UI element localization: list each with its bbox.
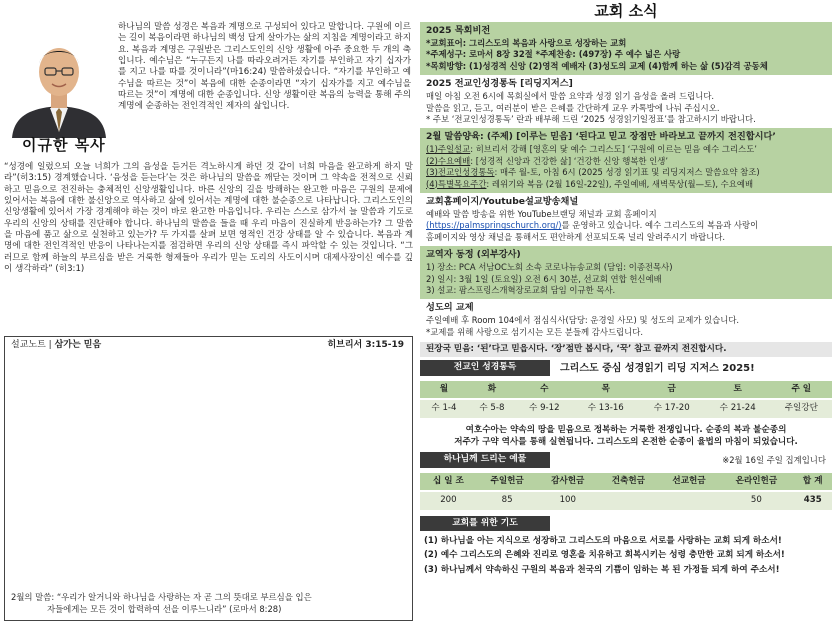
vision-section	[420, 22, 832, 75]
theme-section	[420, 128, 832, 193]
reading-range: 주일강단	[771, 400, 832, 417]
theme-label-4: (4)특별목요주간	[426, 178, 487, 189]
reading-range: 수 5-8	[468, 400, 516, 417]
pastor-intro	[4, 22, 413, 172]
mission-title: 교역자 동정 (외부강사)	[426, 249, 521, 261]
theme-label-1: (1)주일설교	[426, 144, 471, 155]
pastor-name: 이규한 목사	[22, 136, 106, 154]
sermon-subtitle: 삼가는 믿음	[54, 340, 102, 350]
reading-line2: 말씀을 읽고, 듣고, 여러분이 받은 은혜를 간단하게 교우 카톡방에 나눠 주십시오.	[426, 102, 720, 113]
offering-date-note: ※2월 16일 주일 집계입니다	[722, 454, 826, 465]
vision-line2: *주제성구: 로마서 8장 32절 *주제찬송: (497장) 주 예수 넓은 사랑	[426, 49, 681, 60]
schedule-pill: 전교인 성경통독	[420, 360, 550, 376]
offering-header-cell: 주일헌금	[477, 473, 538, 490]
mission-line3: 3) 설교: 팜스프링스개혁장로교회 담임 이규한 목사.	[426, 284, 616, 295]
vision-title: 2025 목회비전	[426, 25, 491, 36]
table-header-row	[420, 381, 832, 398]
youtube-line3: 홈페이지와 영상 채널을 통해서도 편안하게 선포되도록 널리 알려주시기 바랍니다.	[426, 231, 726, 242]
schedule-heading: 그리스도 중심 성경읽기 리딩 지저스 2025!	[560, 362, 755, 374]
day-header: 토	[705, 381, 771, 398]
theme-label-2: (2)수요예배	[426, 155, 471, 166]
offering-table	[420, 471, 832, 512]
offering-total: 435	[793, 492, 832, 509]
offering-header	[420, 452, 832, 468]
day-header: 주 일	[771, 381, 832, 398]
theme-title: 2월 말씀양육: (주제) [이루는 믿음] ‘된다고 믿고 장점만 바라보고 끝까지 전진합시다’	[426, 131, 776, 143]
mission-line2: 2) 일시: 3월 1일 (토요일) 오전 6시 30분, 선교회 연합 헌신예배	[426, 273, 662, 284]
youtube-line1: 예배와 말씀 방송을 위한 YouTube브랜딩 채널과 교회 홈페이지	[426, 209, 657, 219]
offering-header-cell: 십 일 조	[420, 473, 477, 490]
offering-header-cell: 합 계	[793, 473, 832, 490]
offering-value: 100	[537, 492, 598, 509]
sermon-reference: 히브리서 3:15-19	[327, 340, 404, 350]
prayer-item: (3) 하나님께서 약속하신 구원의 복음과 천국의 기쁨이 임하는 복 된 가정들 되게 하여 주소서!	[424, 564, 780, 575]
theme-text-1: : 히브리서 강해 [영혼의 닻 예수 그리스도] ‘구원에 이르는 믿음 예수 그리스도’	[470, 144, 757, 155]
day-header: 화	[468, 381, 516, 398]
mission-line1: 1) 장소: PCA 서남OC노회 소속 코로나뉴송교회 (담임: 이종전목사)	[426, 262, 673, 273]
fellowship-title: 성도의 교제	[426, 302, 474, 314]
youtube-title: 교회홈페이지/Youtube설교방송채널	[426, 195, 579, 207]
reading-range: 수 1-4	[420, 400, 468, 417]
offering-header-cell: 감사헌금	[537, 473, 598, 490]
fellowship-line2: *교제를 위해 사랑으로 섬기시는 모든 분들께 감사드립니다.	[426, 326, 643, 337]
fellowship-line1: 주일예배 후 Room 104에서 점심식사(담당: 운경일 사모) 및 성도의 교제가 있습니다.	[426, 315, 740, 326]
pastor-column	[4, 22, 413, 275]
pastor-body-text: “성경에 일렀으되 오늘 너희가 그의 음성을 듣거든 격노하시게 하던 것 같이 너희 마음을 완고하게 하지 말라”(히3:15) 경계했습니다. ‘음성을 듣는다’는 것은 하나님의 말씀을 깨닫는 것이며 그 약속을 전적으로 신뢰하고 믿음으로 전진하는 충체적인 신앙생활입니다. 바른 신앙의 길을 방해하는 완고한 마음은 구원의 문제에 있어서는 복음에 대한 불신앙으로 역사하고 삶에 있어서는 계명에 대한 불순종으로 나타납니다. 그리스도인의 신앙생활에 있어서 가장 경계해야 하는 것이 바로 완고한 마음입니다. 우리는 스스로 삼가서 늘 말씀과 기도로 우리의 신앙의 상태를 진단해야 합니다. 하나님의 말씀을 들을 때 우리 마음이 진실하게 반응하는가? 그 말씀을 마음에 품고 삶으로 실천하고 있는가? 두 가지를 살펴 보면 영적인 건강 상태를 알 수 있습니다. 복음과 계명에 대한 전인격적인 반응이 나타나는지를 점검하면 우리의 신앙 상태를 즉시 파악할 수 있는 것입니다. “그러므로 함께 하늘의 부르심을 받은 거룩한 형제들아 우리가 믿는 도리의 사도이시며 대제사장이신 예수를 깊이 생각하라” (히3:1)	[4, 162, 413, 275]
offering-pill: 하나님께 드리는 예물	[420, 452, 550, 468]
reading-section	[420, 75, 832, 128]
reading-line1: 매일 아침 오전 6시에 목회실에서 말씀 요약과 성경 읽기 음성을 올려 드립니다.	[426, 91, 715, 102]
day-header: 월	[420, 381, 468, 398]
memory-verse-line2: 자들에게는 모든 것이 합력하여 선을 이루느니라” (로마서 8:28)	[47, 604, 282, 615]
offering-header-cell: 건축헌금	[598, 473, 659, 490]
pastor-photo	[6, 28, 112, 138]
prayer-list	[420, 534, 832, 577]
homepage-link[interactable]: (https://palmspringschurch.org/)	[426, 220, 562, 231]
prayer-item: (1) 하나님을 아는 지식으로 성장하고 그리스도의 마음으로 서로를 사랑하는 교회 되게 하소서!	[424, 536, 782, 547]
offering-value: 50	[719, 492, 793, 509]
offering-value: 200	[420, 492, 477, 509]
table-row	[420, 400, 832, 417]
theme-text-4: : 레위기와 복음 (2월 16일-22일), 주일예배, 새벽묵상(월—토), 수요예배	[486, 178, 754, 189]
day-header: 목	[573, 381, 639, 398]
news-column	[420, 0, 832, 577]
reading-line3: * 주보 ‘전교인성경통독’ 란과 배부해 드린 ‘2025 성경읽기일정표’를 참고하시기 바랍니다.	[426, 114, 756, 124]
day-header: 수	[516, 381, 573, 398]
youtube-section	[420, 193, 832, 246]
sermon-notes-box[interactable]	[4, 336, 413, 621]
news-title: 교회 소식	[594, 2, 658, 20]
schedule-summary-line1: 여호수아는 약속의 땅을 믿음으로 정복하는 거룩한 전쟁입니다. 순종의 복과 불순종의	[465, 424, 787, 435]
theme-label-3: (3)전교인성경통독	[426, 167, 495, 178]
vision-line3: *목회방향: (1)성경적 신앙 (2)영적 예배자 (3)성도의 교제 (4)함께 하는 삶 (5)감격 공동체	[426, 60, 768, 71]
day-header: 금	[639, 381, 705, 398]
offering-header-cell: 온라인헌금	[719, 473, 793, 490]
memory-verse-line1: 2월의 말씀: “우리가 알거니와 하나님을 사랑하는 자 곧 그의 뜻대로 부르심을 입은	[11, 592, 312, 603]
theme-text-3: : 매주 월-토, 아침 6시 (2025 성경 읽기표 및 리딩지저스 말씀요약 참조)	[494, 167, 760, 178]
sermon-notes-title: 설교노트	[11, 340, 46, 350]
prayer-item: (2) 예수 그리스도의 은혜와 진리로 영혼을 치유하고 회복시키는 성령 충만한 교회 되게 하소서!	[424, 550, 785, 561]
table-header-row	[420, 473, 832, 490]
reading-range: 수 17-20	[639, 400, 705, 417]
sermon-notes-header	[5, 337, 412, 356]
youtube-line2: 를 운영하고 있습니다. 예수 그리스도의 복음과 사랑이	[561, 220, 759, 231]
reading-range: 수 9-12	[516, 400, 573, 417]
reading-range: 수 13-16	[573, 400, 639, 417]
offering-value	[598, 492, 659, 509]
offering-header-cell: 선교헌금	[659, 473, 720, 490]
memory-verse	[5, 592, 412, 616]
prayer-header	[420, 516, 832, 532]
vision-line1: *교회표어: 그리스도의 복음과 사랑으로 성장하는 교회	[426, 38, 627, 49]
schedule-summary-line2: 저주가 구약 역사를 통해 실현됩니다. 그리스도의 온전한 순종이 율법의 마침이 되었습니다.	[454, 436, 798, 447]
reading-range: 수 21-24	[705, 400, 771, 417]
slogan-banner: 된장국 믿음: ‘된’다고 믿읍시다. ‘장’점만 봅시다, ‘꾹’ 참고 끝까지 전진합시다.	[420, 342, 832, 357]
reading-title: 2025 전교인성경통독 [리딩지저스]	[426, 78, 573, 90]
divider: |	[48, 340, 55, 350]
sermon-notes-title-group	[11, 340, 101, 352]
fellowship-section	[420, 299, 832, 341]
theme-text-2: : [성경적 신앙과 건강한 삶] ‘건강한 신앙 행복한 인생’	[470, 155, 669, 166]
schedule-summary	[420, 425, 832, 449]
mission-section	[420, 246, 832, 299]
schedule-header	[420, 360, 832, 376]
reading-schedule-table	[420, 379, 832, 420]
offering-value	[659, 492, 720, 509]
pastor-intro-text: 하나님의 말씀 성경은 복음과 계명으로 구성되어 있다고 말합니다. 구원에 이르는 길이 복음이라면 하나님의 백성 답게 살아가는 삶의 지침을 계명이라고 하지요. 복음과 계명은 구원받은 그리스도인의 신앙 생활에 아주 중요한 두 개의 축입니다. 예수님은 “누구든지 나를 따라오려거든 자기를 부인하고 자기 십자가를 지고 나를 따를 것이니라”(마16:24) 말씀하셨습니다. “자기를 부인하고 예수님을 따르는 것”이 복음에 대한 순종이라면 “자기 십자가를 지고 예수님을 따르는 것”이 계명에 대한 순종입니다. 신앙 생활이란 복음의 능력을 통해 주의 계명에 순종하는 전인격적인 제자의 삶입니다.	[118, 22, 411, 112]
offering-value: 85	[477, 492, 538, 509]
table-row	[420, 492, 832, 509]
prayer-pill: 교회를 위한 기도	[420, 516, 550, 532]
